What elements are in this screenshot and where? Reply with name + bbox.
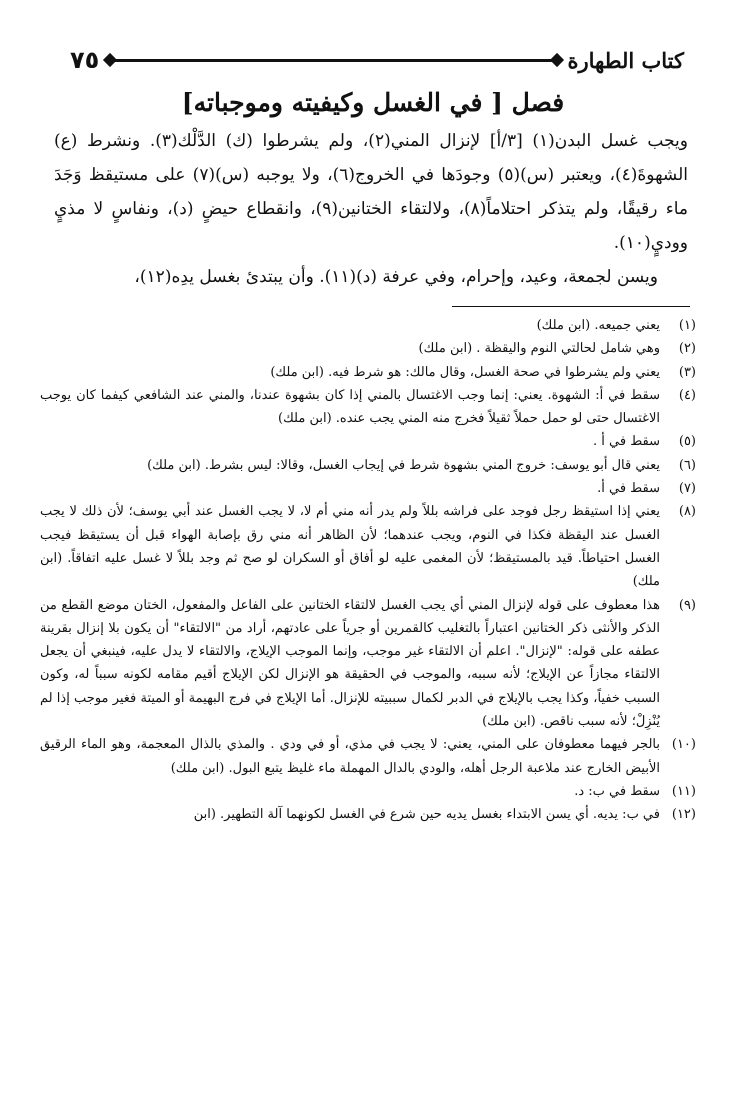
footnote-number: (٣): [678, 364, 696, 380]
footnote: [40, 454, 696, 477]
footnote-number: (١٠): [671, 737, 696, 753]
footnote-number: (١١): [671, 783, 696, 799]
footnote-separator: [452, 306, 690, 307]
footnote-number: (٨): [678, 504, 696, 520]
footnote-text: سقط في ب: د.: [574, 783, 660, 799]
page-header: [70, 40, 684, 80]
footnotes: [40, 314, 696, 827]
footnote-number: (٧): [678, 481, 696, 497]
footnote-text: وهي شامل لحالتي النوم واليقظة . (ابن ملك): [418, 341, 660, 357]
footnote: [40, 780, 696, 803]
diamond-ornament-icon: [103, 53, 117, 67]
footnote: [40, 733, 696, 780]
footnote-number: (١): [678, 318, 696, 333]
header-rule: [105, 55, 561, 65]
footnote-text: يعني قال أبو يوسف: خروج المني بشهوة شرط في إيجاب الغسل، وقالا: ليس بشرط. (ابن ملك): [147, 457, 660, 473]
running-title: كتاب الطهارة: [567, 47, 684, 73]
footnote-number: (٦): [678, 457, 696, 473]
diamond-ornament-icon: [549, 53, 563, 67]
footnote-text: يعني إذا استيقظ رجل فوجد على فراشه بللاً ولم يدر أنه مني أم لا، لا يجب الغسل عند أبي يوسف؛ لأن ذلك لا يجب الغسل عند اليقظة فكذا في النوم، ويجب عندهما؛ لأن الظاهر أنه مني رق بإصابة الهواء قبل أن يستيقظ فيجب الغسل احتياطاً. قيد بالمستيقظ؛ لأن المغمى عليه لو أفاق أو السكران لو صح ثم وجد بللاً لا غسل عليه اتفاقاً. (ابن ملك): [40, 504, 660, 590]
footnote-number: (٤): [678, 387, 696, 403]
footnote-number: (٥): [678, 434, 696, 450]
footnote-number: (٩): [678, 597, 696, 613]
footnote: [40, 384, 696, 431]
footnote-text: سقط في أ.: [597, 481, 660, 497]
footnote: [40, 477, 696, 500]
footnote: [40, 314, 696, 337]
footnote: [40, 500, 696, 593]
header-line: [115, 59, 551, 62]
page-number: ٧٥: [70, 46, 100, 74]
footnote-text: سقط في أ .: [593, 434, 660, 450]
footnote-text: سقط في أ: الشهوة. يعني: إنما وجب الاغتسال بالمني إذا كان بشهوة عندنا، والمني عند الشافعي كيفما كان يوجب الاغتسال حتى لو حمل حملاً ثقيلاً فخرج منه المني يجب عنده. (ابن ملك): [40, 387, 660, 427]
footnote: [40, 803, 696, 826]
main-paragraph-2: ويسن لجمعة، وعيد، وإحرام، وفي عرفة (د)(١١). وأن يبتدئ بغسل يدِه(١٢)،: [134, 267, 658, 287]
footnote-text: في ب: يديه. أي يسن الابتداء بغسل يديه حين شرع في الغسل لكونهما آلة التطهير. (ابن: [193, 807, 660, 823]
footnote-text: هذا معطوف على قوله لإنزال المني أي يجب الغسل لالتقاء الختانين على الفاعل والمفعول، الختان موضع القطع من الذكر والأنثى ذكر الختانين اعتباراً بالتغليب كالقمرين أو جرياً على عادتهم، أراد من "الالتقاء" أن يكون بلا إنزال بقرينة عطفه على قوله: "لإنزال". اعلم أن الالتقاء غير موجب، وإنما الموجب الإيلاج، والالتقاء لا يدل عليه، فينبغي أن يجعل الالتقاء مجازاً عن الإيلاج؛ لأنه سببه، والموجب في الحقيقة هو الإنزال لكن الإيلاج أقيم مقامه لكونه سبباً له، وكون السبب خفياً، وكذا يجب بالإيلاج في الدبر لكمال سببيته للإنزال. أما الإيلاج في فرج البهيمة أو الميتة فغير موجب إذا لم يُنْزِلْ؛ لأنه سبب ناقص. (ابن ملك): [40, 597, 661, 730]
main-paragraph-1: ويجب غسل البدن(١) [٣/أ] لإنزال المني(٢)، ولم يشرطوا (ك) الدَّلْك(٣). ونشرط (ع) الشهوةَ(٤)، ويعتبر (س)(٥) وجودَها في الخروج(٦)، ولا يوجبه (س)(٧) على مستيقظ وَجَدَ ماء رقيقًا، ولم يتذكر احتلاماً(٨)، ولالتقاء الختانين(٩)، وانقطاع حيضٍ (د)، ونفاسٍ لا مذيٍ ووديٍ(١٠).: [54, 131, 689, 253]
footnote: [40, 430, 696, 453]
footnote: [40, 337, 696, 360]
footnote-text: يعني ولم يشرطوا في صحة الغسل، وقال مالك: هو شرط فيه. (ابن ملك): [270, 364, 660, 380]
footnote: [40, 594, 696, 734]
footnote: [40, 361, 696, 384]
section-heading: فصل [ في الغسل وكيفيته وموجباته]: [181, 88, 565, 117]
footnote-text: بالجر فيهما معطوفان على المني، يعني: لا يجب في مذي، أو في ودي . والمذي بالذال المعجمة، وهو الماء الرقيق الأبيض الخارج عند ملاعبة الرجل أهله، والودي بالدال المهملة ماء غليظ يتبع البول. (ابن ملك): [40, 737, 660, 776]
main-text: [54, 124, 688, 294]
footnote-text: يعني جميعه. (ابن ملك): [536, 318, 660, 333]
footnote-number: (٢): [678, 341, 696, 357]
footnote-number: (١٢): [671, 807, 696, 823]
